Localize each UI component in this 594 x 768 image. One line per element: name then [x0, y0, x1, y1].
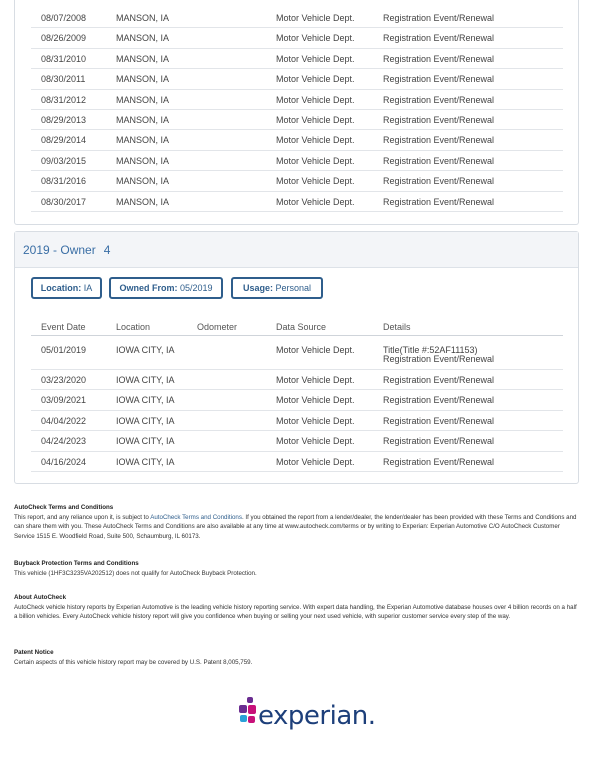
cell-details: Registration Event/Renewal: [383, 415, 495, 426]
cell-location: IOWA CITY, IA: [116, 375, 175, 385]
column-header-event-date: Event Date: [41, 322, 86, 332]
logo-dot: [240, 715, 247, 722]
cell-data-source: Motor Vehicle Dept.: [276, 436, 355, 447]
cell-location: IOWA CITY, IA: [116, 395, 175, 406]
cell-event-date: 04/04/2022: [41, 415, 87, 426]
table-row: [31, 452, 563, 472]
cell-details: Registration Event/Renewal: [383, 74, 495, 85]
cell-details: Registration Event/Renewal: [383, 196, 495, 207]
cell-details: Registration Event/Renewal: [383, 33, 495, 44]
cell-event-date: 03/23/2020: [41, 375, 87, 385]
cell-event-date: 08/31/2010: [41, 53, 87, 64]
about-text: AutoCheck vehicle history reports by Experian Automotive is the leading vehicle history reporting service. With expert data handling, the Experian Automotive database houses over 4 billion records on a half a billion vehicles. Every AutoCheck vehicle history report will give you confidence when buying or selling your next used vehicle, with superior customer service every step of the way.: [14, 603, 577, 621]
table-row: [31, 28, 563, 48]
cell-data-source: Motor Vehicle Dept.: [276, 456, 355, 467]
cell-location: MANSON, IA: [116, 115, 170, 125]
patent-section: [14, 648, 580, 667]
cell-location: MANSON, IA: [116, 13, 170, 23]
usage-value: Personal: [275, 283, 312, 293]
cell-location: MANSON, IA: [116, 155, 170, 166]
terms-text: [14, 513, 580, 542]
table-row: [31, 411, 563, 431]
cell-event-date: 05/01/2019: [41, 345, 87, 355]
experian-logo: [237, 695, 376, 735]
cell-details: Registration Event/Renewal: [383, 53, 495, 64]
cell-details: Registration Event/Renewal: [383, 436, 495, 447]
column-header-details: Details: [383, 322, 411, 332]
buyback-section: [14, 559, 580, 578]
cell-event-date: 08/30/2017: [41, 196, 87, 207]
cell-location: MANSON, IA: [116, 33, 170, 44]
table-row: [31, 69, 563, 89]
cell-details: Registration Event/Renewal: [383, 94, 495, 105]
cell-data-source: Motor Vehicle Dept.: [276, 375, 355, 385]
table-row: [31, 390, 563, 410]
about-section: [14, 593, 580, 622]
cell-location: IOWA CITY, IA: [116, 345, 175, 355]
cell-event-date: 04/16/2024: [41, 456, 87, 467]
table-row: [31, 49, 563, 69]
cell-location: MANSON, IA: [116, 53, 170, 64]
owner-title: [23, 243, 110, 257]
cell-details: Registration Event/Renewal: [383, 135, 495, 146]
cell-details: Registration Event/Renewal: [383, 375, 495, 385]
table-row: [31, 90, 563, 110]
logo-dot: [247, 697, 253, 703]
patent-text: Certain aspects of this vehicle history report may be covered by U.S. Patent 8,005,759.: [14, 658, 253, 666]
cell-details: Registration Event/Renewal: [383, 115, 495, 125]
cell-location: MANSON, IA: [116, 135, 170, 146]
table-header: [31, 320, 563, 336]
table-row: [31, 8, 563, 28]
owner-2019-card: [14, 231, 579, 484]
cell-data-source: Motor Vehicle Dept.: [276, 135, 355, 146]
cell-event-date: 08/31/2016: [41, 176, 87, 187]
owned-from-label: Owned From:: [119, 283, 178, 293]
cell-event-date: 03/09/2021: [41, 395, 87, 406]
logo-dot: [239, 705, 247, 713]
cell-event-date: 09/03/2015: [41, 155, 87, 166]
location-label: Location:: [40, 283, 82, 293]
cell-details: Registration Event/Renewal: [383, 155, 495, 166]
usage-label: Usage:: [242, 283, 273, 293]
column-header-odometer: Odometer: [197, 322, 238, 332]
cell-location: MANSON, IA: [116, 74, 170, 85]
owned-from-value: 05/2019: [179, 283, 213, 293]
terms-link[interactable]: AutoCheck Terms and Conditions: [150, 513, 242, 521]
logo-wordmark: experian.: [258, 701, 376, 731]
logo-dot: [248, 716, 255, 723]
owner-title-text: 2019 - Owner: [23, 243, 96, 257]
table-row: [31, 171, 563, 191]
cell-event-date: 08/07/2008: [41, 13, 87, 23]
cell-location: MANSON, IA: [116, 176, 170, 187]
table-row: [31, 110, 563, 130]
cell-location: IOWA CITY, IA: [116, 415, 175, 426]
cell-data-source: Motor Vehicle Dept.: [276, 115, 355, 125]
usage-pill: [231, 277, 323, 299]
cell-location: MANSON, IA: [116, 94, 170, 105]
table-row: [31, 192, 563, 212]
owner-number: 4: [103, 243, 111, 257]
terms-text-part: . If you obtained the report from a lender/dealer, the lender/dealer has been provided with these Terms and Conditions and can share them with you. These AutoCheck Terms and Conditions are also available at any time at www.autocheck.com/terms or by writing to Experian: Experian Automotive C/O AutoCheck Customer Service 1515 E. Woodfield Road, Suite 500, Schaumburg, IL 60173.: [14, 513, 577, 540]
cell-event-date: 08/29/2013: [41, 115, 87, 125]
table-row: [31, 370, 563, 390]
cell-data-source: Motor Vehicle Dept.: [276, 415, 355, 426]
cell-event-date: 04/24/2023: [41, 436, 87, 447]
cell-details: Registration Event/Renewal: [383, 13, 495, 23]
buyback-text: This vehicle (1HF3C3235VA202512) does not qualify for AutoCheck Buyback Protection.: [14, 569, 257, 577]
cell-event-date: 08/30/2011: [41, 74, 86, 85]
cell-data-source: Motor Vehicle Dept.: [276, 94, 355, 105]
cell-details: Registration Event/Renewal: [383, 176, 495, 187]
cell-details: Registration Event/Renewal: [383, 395, 495, 406]
terms-section: [14, 503, 580, 541]
cell-event-date: 08/26/2009: [41, 33, 87, 44]
patent-heading: Patent Notice: [14, 649, 54, 656]
about-heading: About AutoCheck: [14, 594, 67, 601]
cell-event-date: 08/31/2012: [41, 94, 87, 105]
cell-data-source: Motor Vehicle Dept.: [276, 196, 355, 207]
terms-heading: AutoCheck Terms and Conditions: [14, 504, 114, 511]
cell-details: Registration Event/Renewal: [383, 456, 495, 467]
cell-data-source: Motor Vehicle Dept.: [276, 176, 355, 187]
cell-data-source: Motor Vehicle Dept.: [276, 345, 355, 355]
cell-data-source: Motor Vehicle Dept.: [276, 33, 355, 44]
cell-data-source: Motor Vehicle Dept.: [276, 53, 355, 64]
cell-data-source: Motor Vehicle Dept.: [276, 13, 355, 23]
owned-from-pill: [109, 277, 223, 299]
owner-header: [15, 232, 578, 268]
buyback-heading: Buyback Protection Terms and Conditions: [14, 560, 139, 567]
cell-location: IOWA CITY, IA: [116, 456, 175, 467]
cell-data-source: Motor Vehicle Dept.: [276, 155, 355, 166]
column-header-location: Location: [116, 322, 151, 332]
cell-location: IOWA CITY, IA: [116, 436, 175, 447]
table-row: [31, 151, 563, 171]
cell-details-line2: Registration Event/Renewal: [383, 354, 495, 364]
cell-location: MANSON, IA: [116, 196, 170, 207]
owner-history-card: [14, 0, 579, 225]
cell-data-source: Motor Vehicle Dept.: [276, 395, 355, 406]
table-row: [31, 431, 563, 451]
cell-details: Title(Title #:52AF11153): [383, 345, 478, 355]
cell-data-source: Motor Vehicle Dept.: [276, 74, 355, 85]
terms-text-part: This report, and any reliance upon it, is subject to: [14, 513, 149, 521]
column-header-data-source: Data Source: [276, 322, 327, 332]
logo-dot: [248, 705, 256, 714]
location-pill: [31, 277, 102, 299]
location-value: IA: [83, 283, 93, 293]
table-row: [31, 340, 563, 370]
table-row: [31, 130, 563, 150]
cell-event-date: 08/29/2014: [41, 135, 87, 146]
